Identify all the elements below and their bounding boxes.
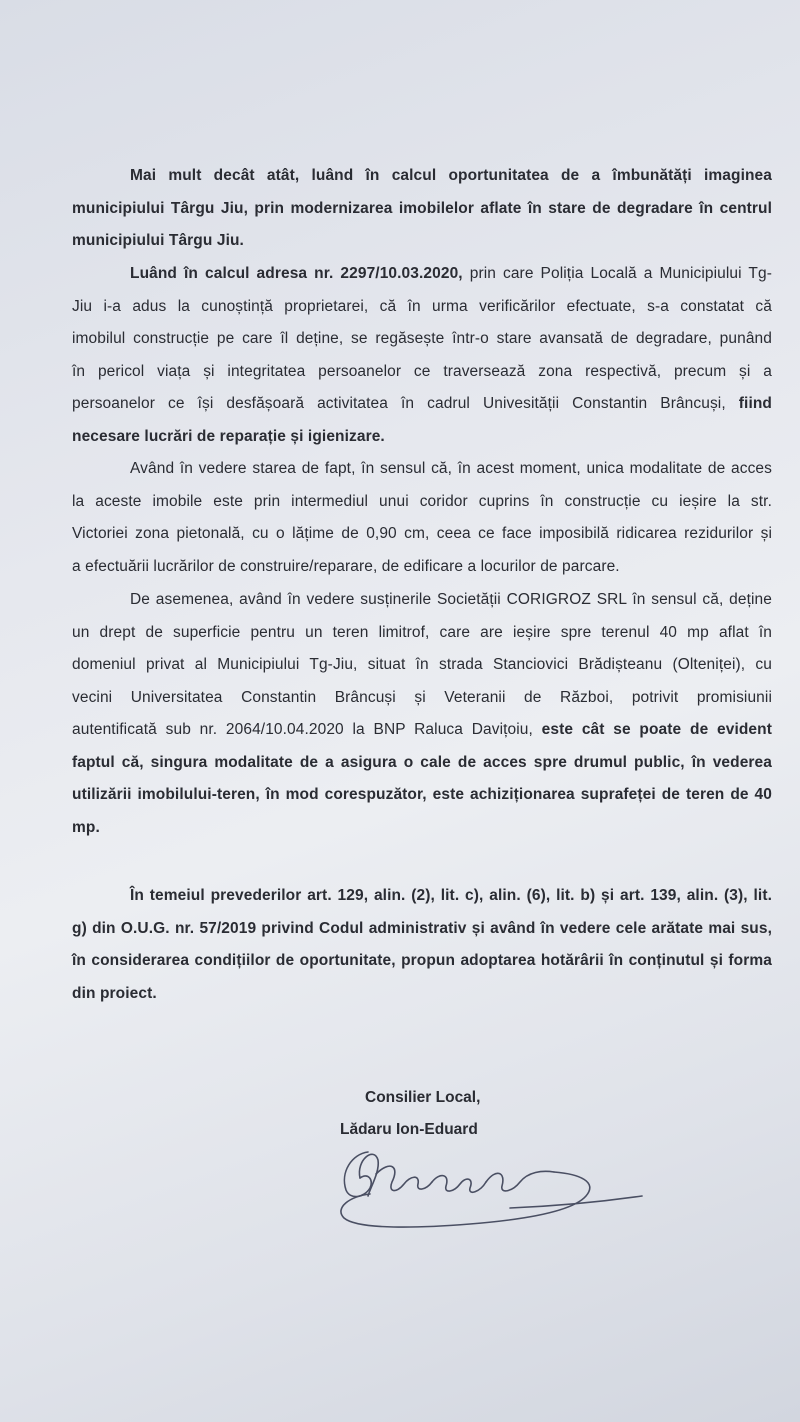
signatory-name: Lădaru Ion-Eduard [340,1121,478,1138]
text-line: Mai mult decât atât, luând în calcul oportunitatea de a îmbunătăți imaginea [130,167,772,184]
text-segment: autentificată sub nr. 2064/10.04.2020 la BNP Raluca Davițoiu, [72,721,542,738]
text-line: De asemenea, având în vedere susținerile Societății CORIGROZ SRL în sensul că, deține [130,591,772,608]
text-line: mp. [72,818,100,836]
paragraph-corigroz [72,584,772,844]
text-segment: prin care Poliția Locală a Municipiului Tg- [462,265,772,282]
bold-text: este cât se poate de evident [541,721,772,738]
text-line: a efectuării lucrărilor de construire/reparare, de edificare a locurilor de parcare. [72,557,620,575]
text-line: din proiect. [72,984,157,1002]
paragraph-access-situation [72,453,772,583]
text-line: la aceste imobile este prin intermediul unui coridor cuprins în construcție cu ieșire la str. [72,492,772,510]
text-line: Jiu i-a adus la cunoștință proprietarei, că în urma verificărilor efectuate, s-a constatat că [72,297,772,315]
text-line: În temeiul prevederilor art. 129, alin. (2), lit. c), alin. (6), lit. b) și art. 139, alin. (3), lit. [130,887,772,904]
text-line: în pericol viața și integritatea persoanelor ce traversează zona respectivă, precum și a [72,362,772,380]
text-line: Victoriei zona pietonală, cu o lățime de 0,90 cm, ceea ce face imposibilă ridicarea rezidurilor și [72,525,772,542]
text-line: în considerarea condițiilor de oportunitate, propun adoptarea hotărârii în conținutul și forma [72,952,772,969]
bold-text: fiind [738,395,772,412]
text-line: municipiului Târgu Jiu, prin modernizarea imobilelor aflate în stare de degradare în centrul [72,199,772,217]
text-line: utilizării imobilului-teren, în mod corespuzător, este achiziționarea suprafeței de teren de 40 [72,786,772,803]
text-line: g) din O.U.G. nr. 57/2019 privind Codul administrativ și având în vedere cele arătate mai sus, [72,919,772,937]
bold-text: Luând în calcul adresa nr. 2297/10.03.2020, [130,265,463,282]
text-line [72,388,772,421]
text-line: vecini Universitatea Constantin Brâncuși și Veteranii de Război, potrivit promisiunii [72,688,772,706]
handwritten-signature [330,1138,650,1243]
text-line: municipiului Târgu Jiu. [72,232,244,249]
text-line: Având în vedere starea de fapt, în sensul că, în acest moment, unica modalitate de acces [130,460,772,477]
text-line: imobilul construcție pe care îl deține, se regăsește într-o stare avansată de degradare, punând [72,330,772,347]
paragraph-opportunity [72,160,772,258]
text-line [72,714,772,747]
text-line: necesare lucrări de reparație și igienizare. [72,427,385,445]
text-segment: persoanelor ce își desfășoară activitatea în cadrul Univesității Constantin Brâncuși, [72,395,739,412]
signatory-title: Consilier Local, [365,1089,481,1106]
text-line: faptul că, singura modalitate de a asigura o cale de acces spre drumul public, în vederea [72,753,772,771]
text-line: domeniul privat al Municipiului Tg-Jiu, situat în strada Stanciovici Brădișteanu (Olteniței), cu [72,656,772,673]
paragraph-legal-basis [72,880,772,1010]
text-line [72,258,772,291]
text-line: un drept de superficie pentru un teren limitrof, care are ieșire spre terenul 40 mp aflat în [72,623,772,641]
paragraph-police-address [72,258,772,453]
